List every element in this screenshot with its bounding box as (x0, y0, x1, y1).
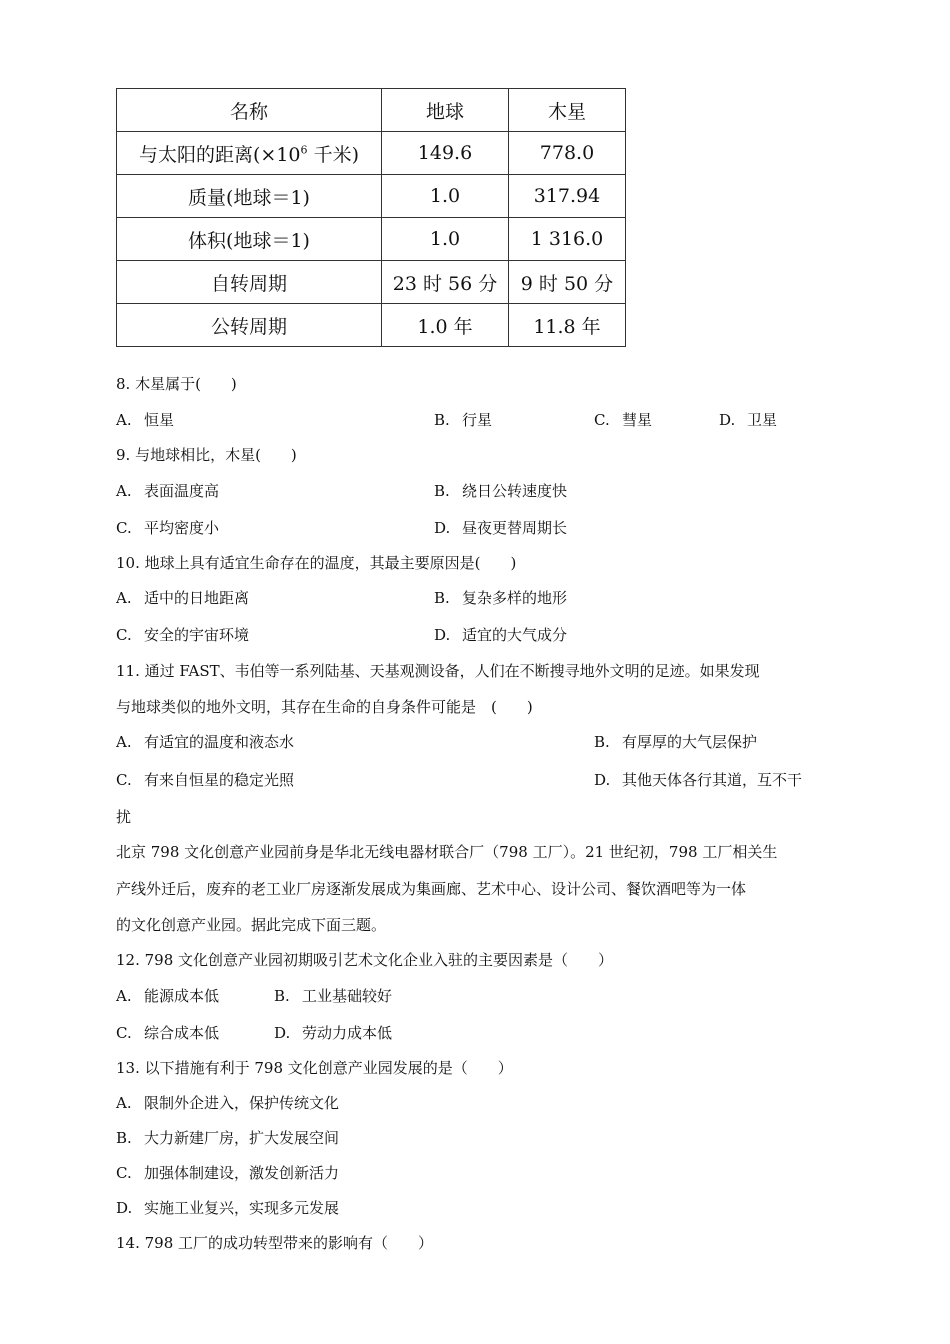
option-letter: A. (116, 1094, 132, 1112)
table-cell-earth: 1.0 (382, 218, 509, 261)
table-row (117, 132, 626, 175)
table-row-label: 质量(地球＝1) (117, 175, 382, 218)
option-text: 实施工业复兴，实现多元发展 (144, 1199, 340, 1217)
option-text: 工业基础较好 (302, 987, 393, 1005)
option-text: 昼夜更替周期长 (462, 519, 568, 537)
question-11-stem-line-2: 与地球类似的地外文明，其存在生命的自身条件可能是 ( ) (116, 698, 533, 716)
option-letter: A. (116, 411, 132, 429)
question-14-stem: 14. 798 工厂的成功转型带来的影响有（ ） (116, 1234, 434, 1252)
table-cell-jupiter: 778.0 (509, 132, 626, 175)
option-letter: C. (116, 1024, 132, 1042)
option-letter: D. (719, 411, 736, 429)
passage-line-3: 的文化创意产业园。据此完成下面三题。 (116, 916, 387, 934)
option-letter: D. (594, 771, 611, 789)
option-text: 复杂多样的地形 (462, 589, 568, 607)
q13-option-b (116, 1128, 339, 1148)
table-cell-earth: 1.0 (382, 175, 509, 218)
option-letter: D. (434, 519, 451, 537)
table-header-cell: 地球 (382, 89, 509, 132)
option-text: 限制外企进入，保护传统文化 (144, 1094, 340, 1112)
q10-option-d (434, 625, 567, 645)
table-row (117, 218, 626, 261)
option-letter: D. (274, 1024, 291, 1042)
table-cell-earth: 23 时 56 分 (382, 261, 509, 304)
q11-option-a (116, 732, 294, 752)
distance-label: 与太阳的距离(×10 (139, 143, 301, 166)
option-letter: A. (116, 733, 132, 751)
q10-option-a (116, 588, 249, 608)
passage-line-2: 产线外迁后，废弃的老工业厂房逐渐发展成为集画廊、艺术中心、设计公司、餐饮酒吧等为一体 (116, 880, 747, 898)
option-letter: B. (434, 411, 450, 429)
q8-option-b (434, 410, 492, 430)
question-12-stem: 12. 798 文化创意产业园初期吸引艺术文化企业入驻的主要因素是（ ） (116, 951, 614, 969)
table-cell-jupiter: 11.8 年 (509, 304, 626, 347)
distance-exponent: 6 (300, 143, 308, 157)
option-letter: A. (116, 482, 132, 500)
table-row (117, 304, 626, 347)
option-text: 有厚厚的大气层保护 (622, 733, 758, 751)
passage-line-1: 北京 798 文化创意产业园前身是华北无线电器材联合厂（798 工厂）。21 世纪初，798 工厂相关生 (116, 843, 778, 861)
table-row (117, 261, 626, 304)
table-row-label: 自转周期 (117, 261, 382, 304)
question-13-stem: 13. 以下措施有利于 798 文化创意产业园发展的是（ ） (116, 1059, 513, 1077)
q8-option-d (719, 410, 777, 430)
option-text: 有来自恒星的稳定光照 (144, 771, 295, 789)
table-header-cell: 名称 (117, 89, 382, 132)
table-header-cell: 木星 (509, 89, 626, 132)
option-text: 表面温度高 (144, 482, 220, 500)
q8-option-c (594, 410, 652, 430)
question-8-stem: 8. 木星属于( ) (116, 375, 237, 393)
option-text: 适宜的大气成分 (462, 626, 568, 644)
option-text: 平均密度小 (144, 519, 220, 537)
q11-option-c (116, 770, 294, 790)
q10-option-c (116, 625, 249, 645)
table-row-label: 公转周期 (117, 304, 382, 347)
table-row-label: 体积(地球＝1) (117, 218, 382, 261)
q9-option-b (434, 481, 567, 501)
option-letter: A. (116, 987, 132, 1005)
q13-option-a (116, 1093, 339, 1113)
option-text: 劳动力成本低 (302, 1024, 393, 1042)
option-text: 有适宜的温度和液态水 (144, 733, 295, 751)
q9-option-d (434, 518, 567, 538)
q12-option-d (274, 1023, 392, 1043)
q12-option-a (116, 986, 219, 1006)
question-10-stem: 10. 地球上具有适宜生命存在的温度，其最主要原因是( ) (116, 554, 517, 572)
option-text: 绕日公转速度快 (462, 482, 568, 500)
option-text: 彗星 (622, 411, 653, 429)
option-letter: C. (116, 519, 132, 537)
q8-option-a (116, 410, 174, 430)
option-letter: C. (116, 1164, 132, 1182)
q13-option-c (116, 1163, 339, 1183)
option-text: 加强体制建设，激发创新活力 (144, 1164, 340, 1182)
distance-unit: 千米) (307, 143, 359, 166)
option-letter: C. (116, 626, 132, 644)
option-text: 能源成本低 (144, 987, 220, 1005)
table-row-label (117, 132, 382, 175)
option-letter: D. (116, 1199, 133, 1217)
q12-option-c (116, 1023, 219, 1043)
question-9-stem: 9. 与地球相比，木星( ) (116, 446, 297, 464)
option-text: 卫星 (747, 411, 778, 429)
table-header-row (117, 89, 626, 132)
option-text: 恒星 (144, 411, 175, 429)
option-letter: B. (594, 733, 610, 751)
option-letter: A. (116, 589, 132, 607)
option-text: 安全的宇宙环境 (144, 626, 250, 644)
q11-option-d-wrap: 扰 (116, 808, 132, 826)
option-letter: D. (434, 626, 451, 644)
option-letter: B. (434, 589, 450, 607)
q10-option-b (434, 588, 567, 608)
option-letter: B. (434, 482, 450, 500)
option-text: 行星 (462, 411, 493, 429)
table-cell-jupiter: 1 316.0 (509, 218, 626, 261)
option-letter: B. (274, 987, 290, 1005)
table-cell-earth: 149.6 (382, 132, 509, 175)
q11-option-d (594, 770, 802, 790)
question-11-stem-line-1: 11. 通过 FAST、韦伯等一系列陆基、天基观测设备，人们在不断搜寻地外文明的足迹。如果发现 (116, 662, 760, 680)
q12-option-b (274, 986, 392, 1006)
table-cell-earth: 1.0 年 (382, 304, 509, 347)
option-text: 适中的日地距离 (144, 589, 250, 607)
q13-option-d (116, 1198, 339, 1218)
option-text: 综合成本低 (144, 1024, 220, 1042)
q11-option-b (594, 732, 757, 752)
q9-option-c (116, 518, 219, 538)
table-cell-jupiter: 9 时 50 分 (509, 261, 626, 304)
option-text: 其他天体各行其道，互不干 (622, 771, 803, 789)
option-letter: C. (116, 771, 132, 789)
table-cell-jupiter: 317.94 (509, 175, 626, 218)
option-text: 大力新建厂房，扩大发展空间 (144, 1129, 340, 1147)
option-letter: C. (594, 411, 610, 429)
table-row (117, 175, 626, 218)
q9-option-a (116, 481, 219, 501)
planet-comparison-table (116, 88, 626, 347)
option-letter: B. (116, 1129, 132, 1147)
